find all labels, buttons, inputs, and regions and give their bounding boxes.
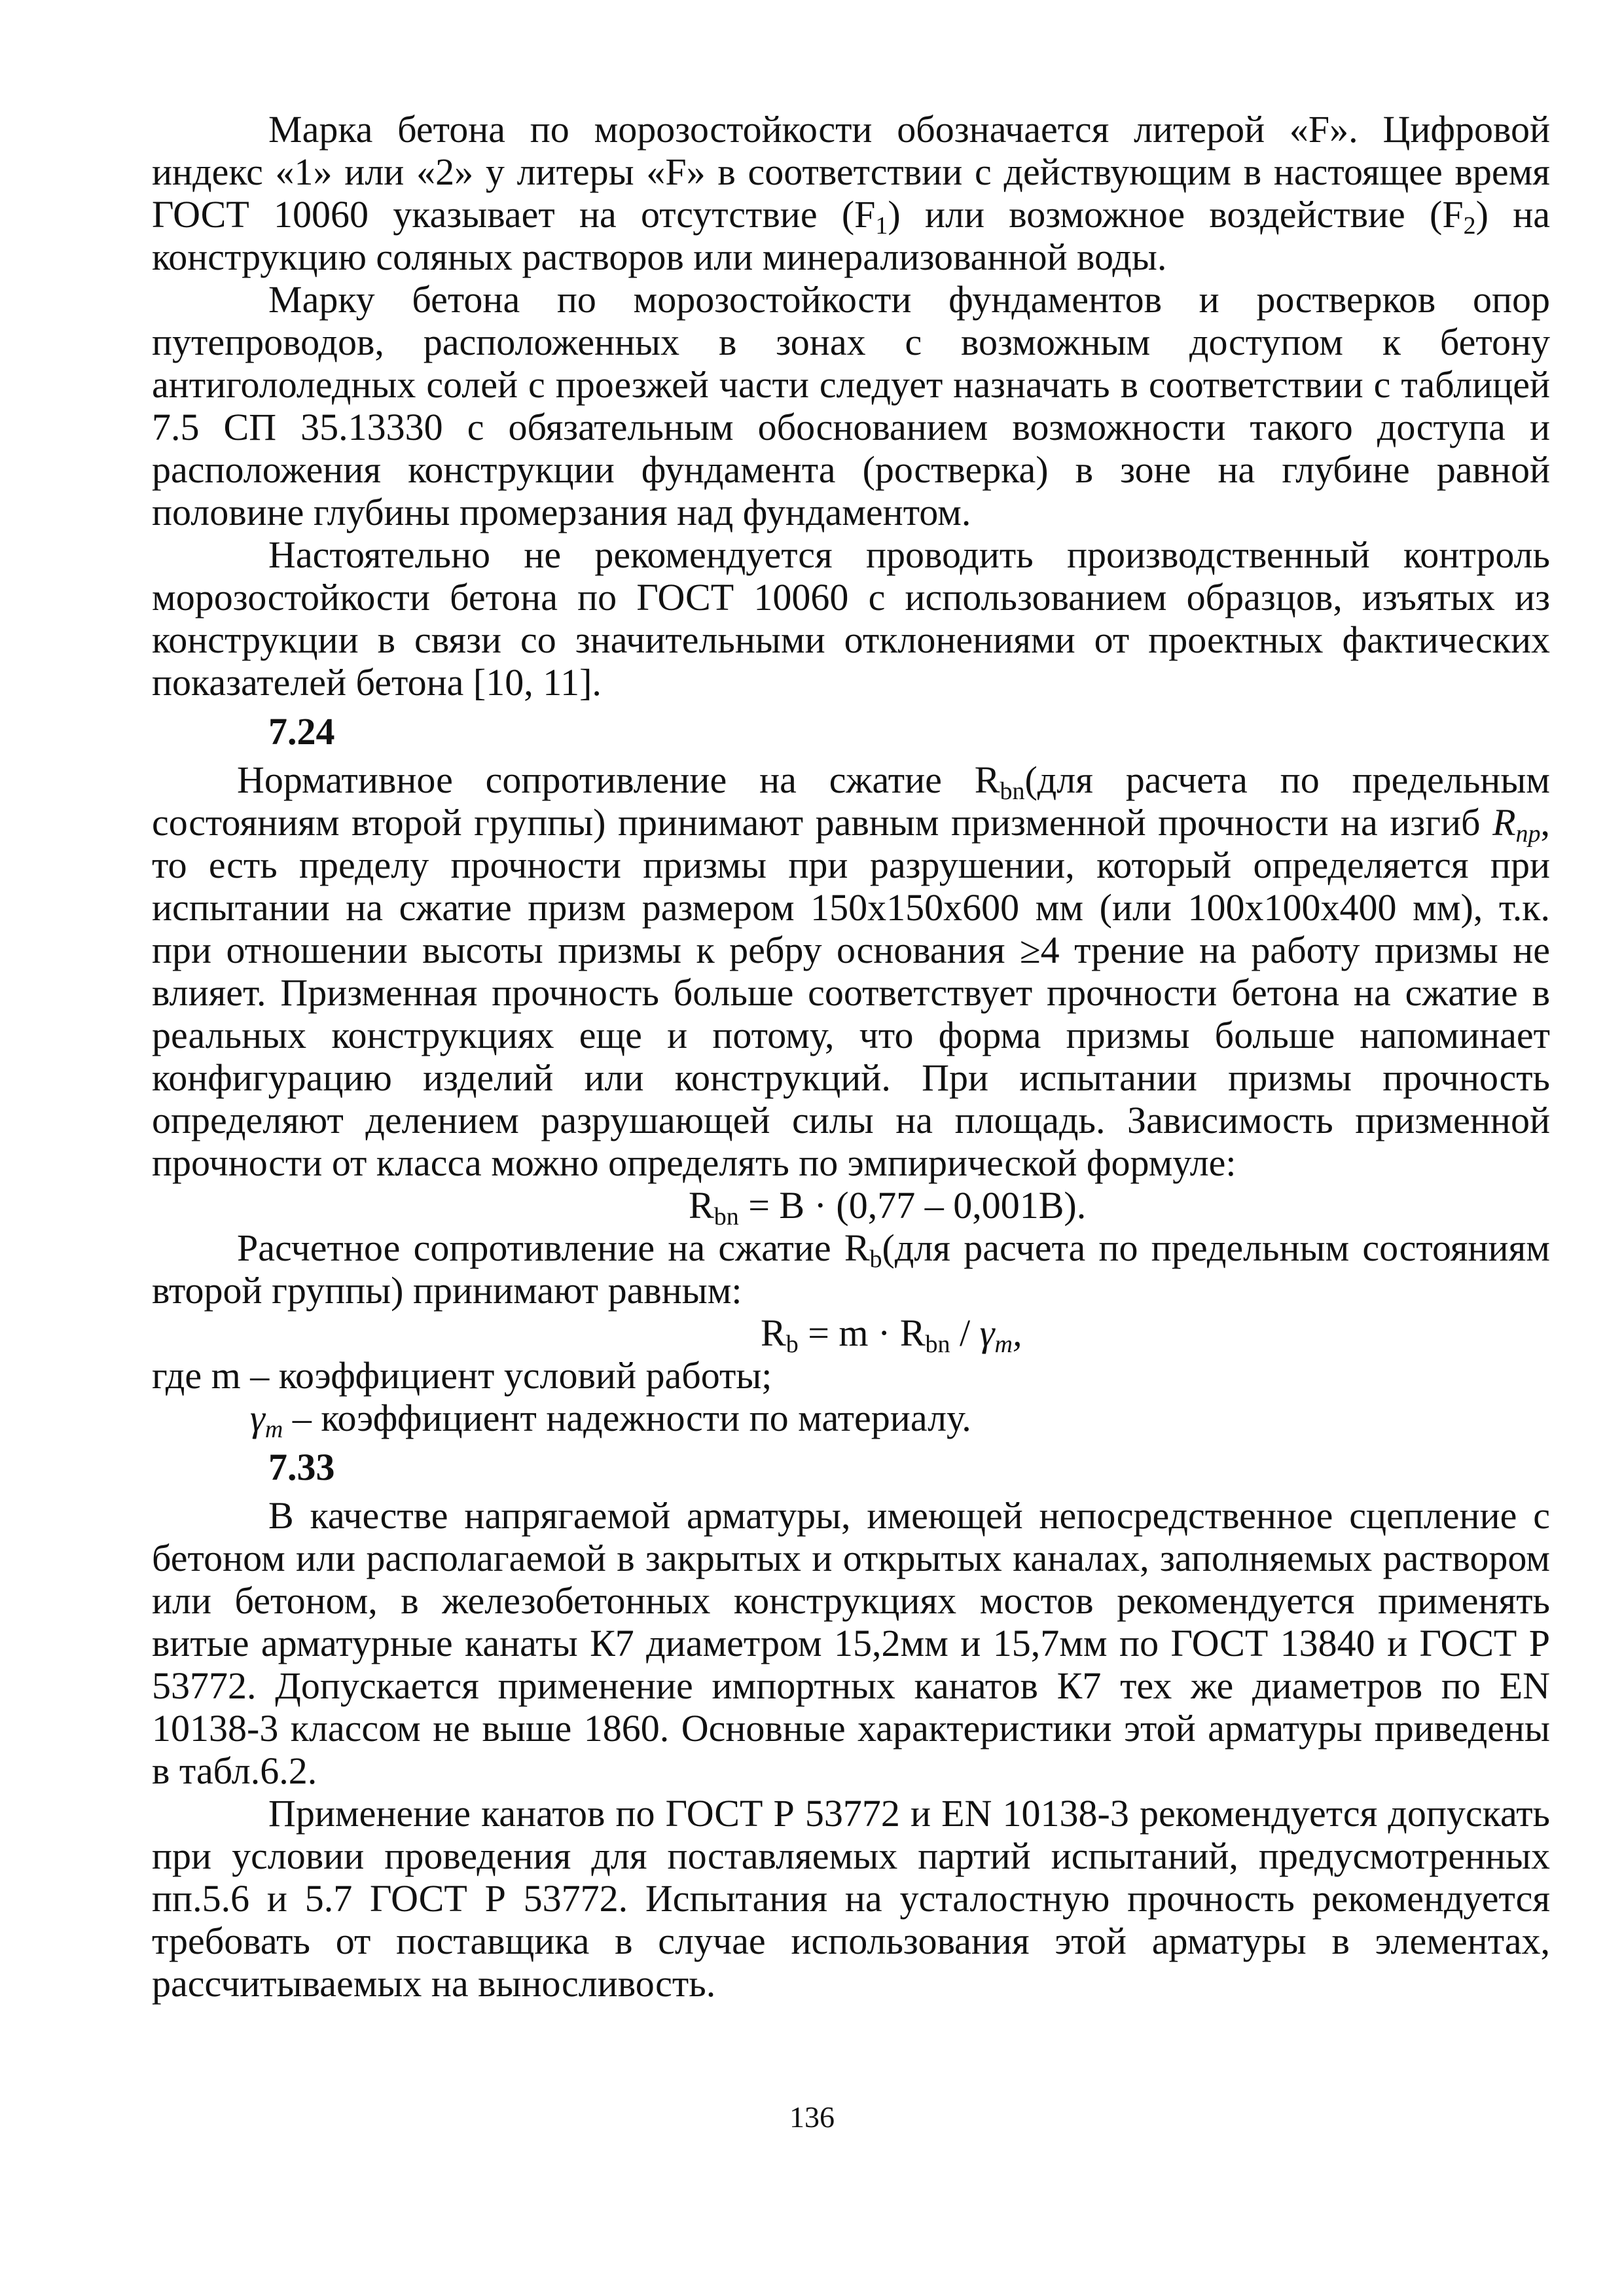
section-heading-7-33: 7.33 (268, 1446, 335, 1488)
where-line: где m – коэффициент условий работы; (152, 1354, 772, 1397)
formula-symbol: R (689, 1184, 714, 1227)
paragraph-frost-grade (152, 108, 1550, 278)
subscript: 1 (875, 212, 888, 240)
subscript: bn (1000, 778, 1025, 805)
paragraph-foundation-grade: Марку бетона по морозостойкости фундаментов и ростверков опор путепроводов, расположенных в зонах с возможным доступом к бетону антигололедных солей с проезжей части следует назначать в соответствии с таблицей 7.5 СП 35.13330 с обязательным обоснованием возможности такого доступа и расположения конструкции фундамента (ростверка) в зоне на глубине равной половине глубины промерзания над фундаментом. (152, 278, 1550, 533)
subscript: m (264, 1416, 283, 1443)
subscript: пр (1515, 820, 1541, 848)
formula-text: = m · R (798, 1312, 926, 1354)
formula-rbn (152, 1184, 1550, 1230)
formula-text: , (1012, 1312, 1022, 1354)
formula-text: / (950, 1312, 980, 1354)
formula-symbol: R (761, 1312, 786, 1354)
section-heading-7-24: 7.24 (268, 710, 335, 753)
text-run: Нормативное сопротивление на сжатие R (237, 759, 1000, 801)
paragraph-normative-resistance (152, 759, 1550, 1184)
gamma-definition (152, 1397, 1550, 1443)
formula-text: = B · (0,77 – 0,001B). (738, 1184, 1087, 1227)
text-run: – коэффициент надежности по материалу. (283, 1397, 971, 1439)
subscript: 2 (1463, 212, 1476, 240)
subscript: bn (713, 1203, 739, 1230)
paragraph-design-resistance (152, 1227, 1550, 1312)
subscript: b (785, 1331, 799, 1358)
paragraph-prestressing-reinforcement: В качестве напрягаемой арматуры, имеющей непосредственное сцепление с бетоном или располагаемой в закрытых и открытых каналах, заполняемых раствором или бетоном, в железобетонных конструкциях мостов рекомендуется применять витые арматурные канаты К7 диаметром 15,2мм и 15,7мм по ГОСТ 13840 и ГОСТ Р 53772. Допускается применение импортных канатов К7 тех же диаметров по EN 10138-3 классом не выше 1860. Основные характеристики этой арматуры приведены в табл.6.2. (152, 1494, 1550, 1792)
gamma-symbol: γ (250, 1397, 265, 1439)
subscript: b (869, 1246, 882, 1273)
formula-rb (152, 1312, 1550, 1358)
page-number: 136 (789, 2100, 835, 2134)
text-run: ) на конструкцию соляных растворов или минерализованной воды. (152, 193, 1550, 278)
text-run: (для расчета по предельным состояниям второй группы) принимают равным: (152, 1227, 1550, 1312)
body-text (152, 108, 1550, 2005)
text-run: , то есть пределу прочности призмы при разрушении, который определяется при испытании на сжатие призм размером 150х150х600 мм (или 100х100х400 мм), т.к. при отношении высоты призмы к ребру основания ≥4 трение на работу призмы не влияет. Призменная прочность больше соответствует прочности бетона на сжатие в реальных конструкциях еще и потому, что форма призмы больше напоминает конфигурацию изделий или конструкций. При испытании призмы прочность определяют делением разрушающей силы на площадь. Зависимость призменной прочности от класса можно определять по эмпирической формуле: (152, 801, 1550, 1184)
subscript: m (994, 1331, 1013, 1358)
text-run: Марка бетона по морозостойкости обозначается литерой «F». Цифровой индекс «1» или «2» у литеры «F» в соответствии с действующим в настоящее время ГОСТ 10060 указывает на отсутствие (F (152, 108, 1550, 236)
subscript: bn (925, 1331, 950, 1358)
symbol-r: R (1492, 801, 1516, 844)
paragraph-strand-application: Применение канатов по ГОСТ Р 53772 и EN 10138-3 рекомендуется допускать при условии проведения для поставляемых партий испытаний, предусмотренных пп.5.6 и 5.7 ГОСТ Р 53772. Испытания на усталостную прочность рекомендуется требовать от поставщика в случае использования этой арматуры в элементах, рассчитываемых на выносливость. (152, 1792, 1550, 2005)
text-run: ) или возможное воздействие (F (888, 193, 1464, 236)
text-run: Расчетное сопротивление на сжатие R (237, 1227, 870, 1269)
paragraph-production-control: Настоятельно не рекомендуется проводить производственный контроль морозостойкости бетона по ГОСТ 10060 с использованием образцов, изъятых из конструкции в связи со значительными отклонениями от проектных фактических показателей бетона [10, 11]. (152, 533, 1550, 704)
text-run: (для расчета по предельным состояниям второй группы) принимают равным призменной прочности на изгиб (152, 759, 1550, 844)
gamma-symbol: γ (979, 1312, 995, 1354)
